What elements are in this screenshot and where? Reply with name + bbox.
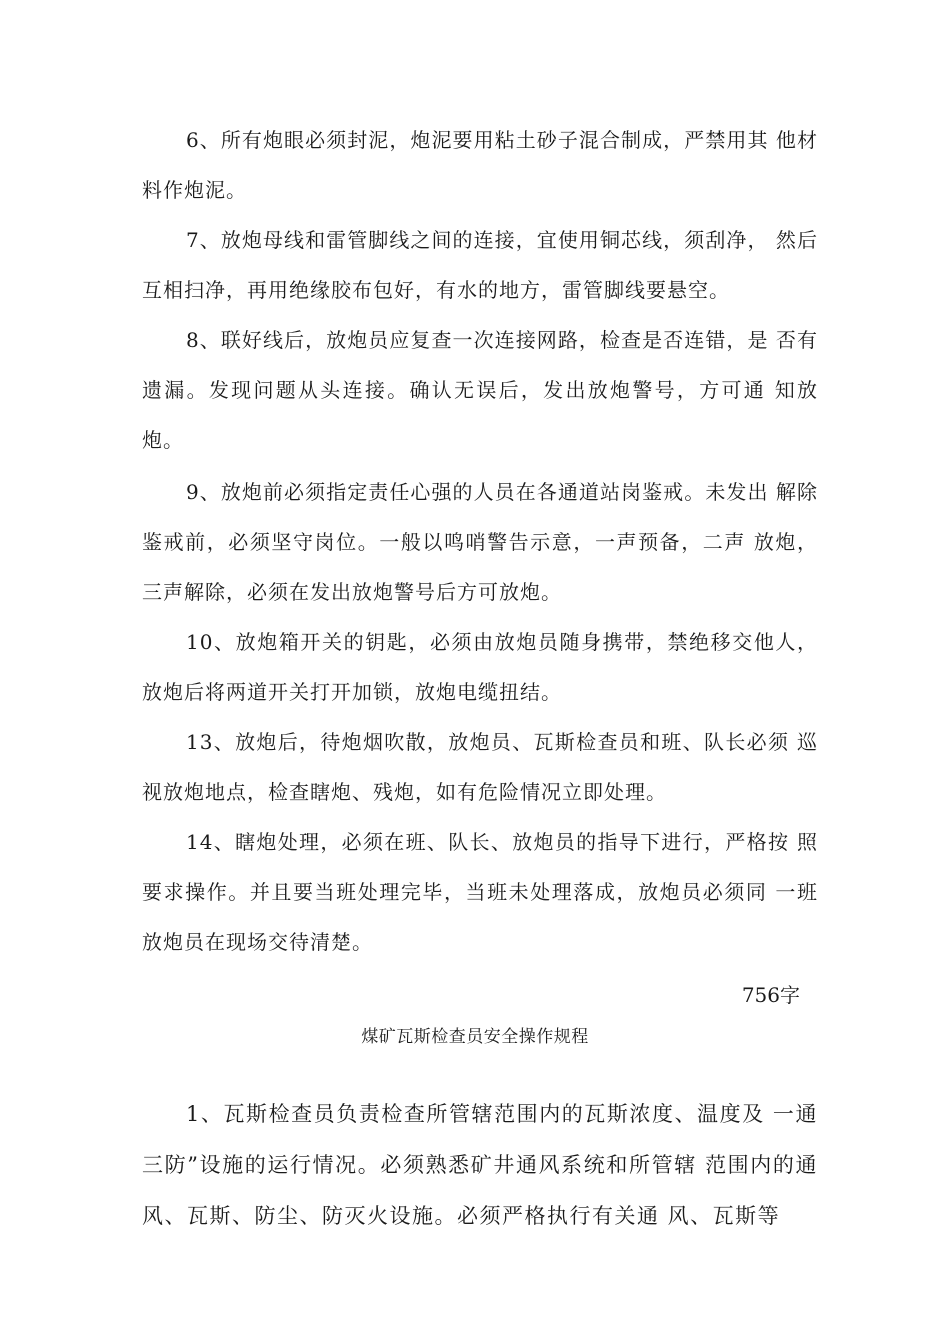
paragraph-10: 10、放炮箱开关的钥匙，必须由放炮员随身携带，禁绝移交他人，放炮后将两道开关打开加锁，放炮电缆扭结。 xyxy=(142,630,818,704)
paragraph-6: 6、所有炮眼必须封泥，炮泥要用粘土砂子混合制成，严禁用其 他材料作炮泥。 xyxy=(142,128,818,202)
paragraph-13: 13、放炮后，待炮烟吹散，放炮员、瓦斯检查员和班、队长必须 巡视放炮地点，检查瞎炮、残炮，如有危险情况立即处理。 xyxy=(142,730,818,804)
section-title: 煤矿瓦斯检查员安全操作规程 xyxy=(361,1027,589,1047)
paragraph-14: 14、瞎炮处理，必须在班、队长、放炮员的指导下进行，严格按 照要求操作。并且要当班处理完毕，当班未处理落成，放炮员必须同 一班放炮员在现场交待清楚。 xyxy=(142,830,818,954)
paragraph-8: 8、联好线后，放炮员应复查一次连接网路，检查是否连错，是 否有遗漏。发现问题从头连接。确认无误后，发出放炮警号，方可通 知放炮。 xyxy=(142,328,818,452)
paragraph-7: 7、放炮母线和雷管脚线之间的连接，宜使用铜芯线，须刮净， 然后互相扫净，再用绝缘胶布包好，有水的地方，雷管脚线要悬空。 xyxy=(142,228,818,302)
paragraph-1: 1、瓦斯检查员负责检查所管辖范围内的瓦斯浓度、温度及 一通三防”设施的运行情况。必须熟悉矿井通风系统和所管辖 范围内的通风、瓦斯、防尘、防灭火设施。必须严格执行有关通 风、瓦斯等 xyxy=(142,1102,818,1228)
paragraph-9: 9、放炮前必须指定责任心强的人员在各通道站岗鉴戒。未发出 解除鉴戒前，必须坚守岗位。一般以鸣哨警告示意，一声预备，二声 放炮，三声解除，必须在发出放炮警号后方可放炮。 xyxy=(142,480,818,604)
word-count: 756字 xyxy=(741,983,800,1007)
